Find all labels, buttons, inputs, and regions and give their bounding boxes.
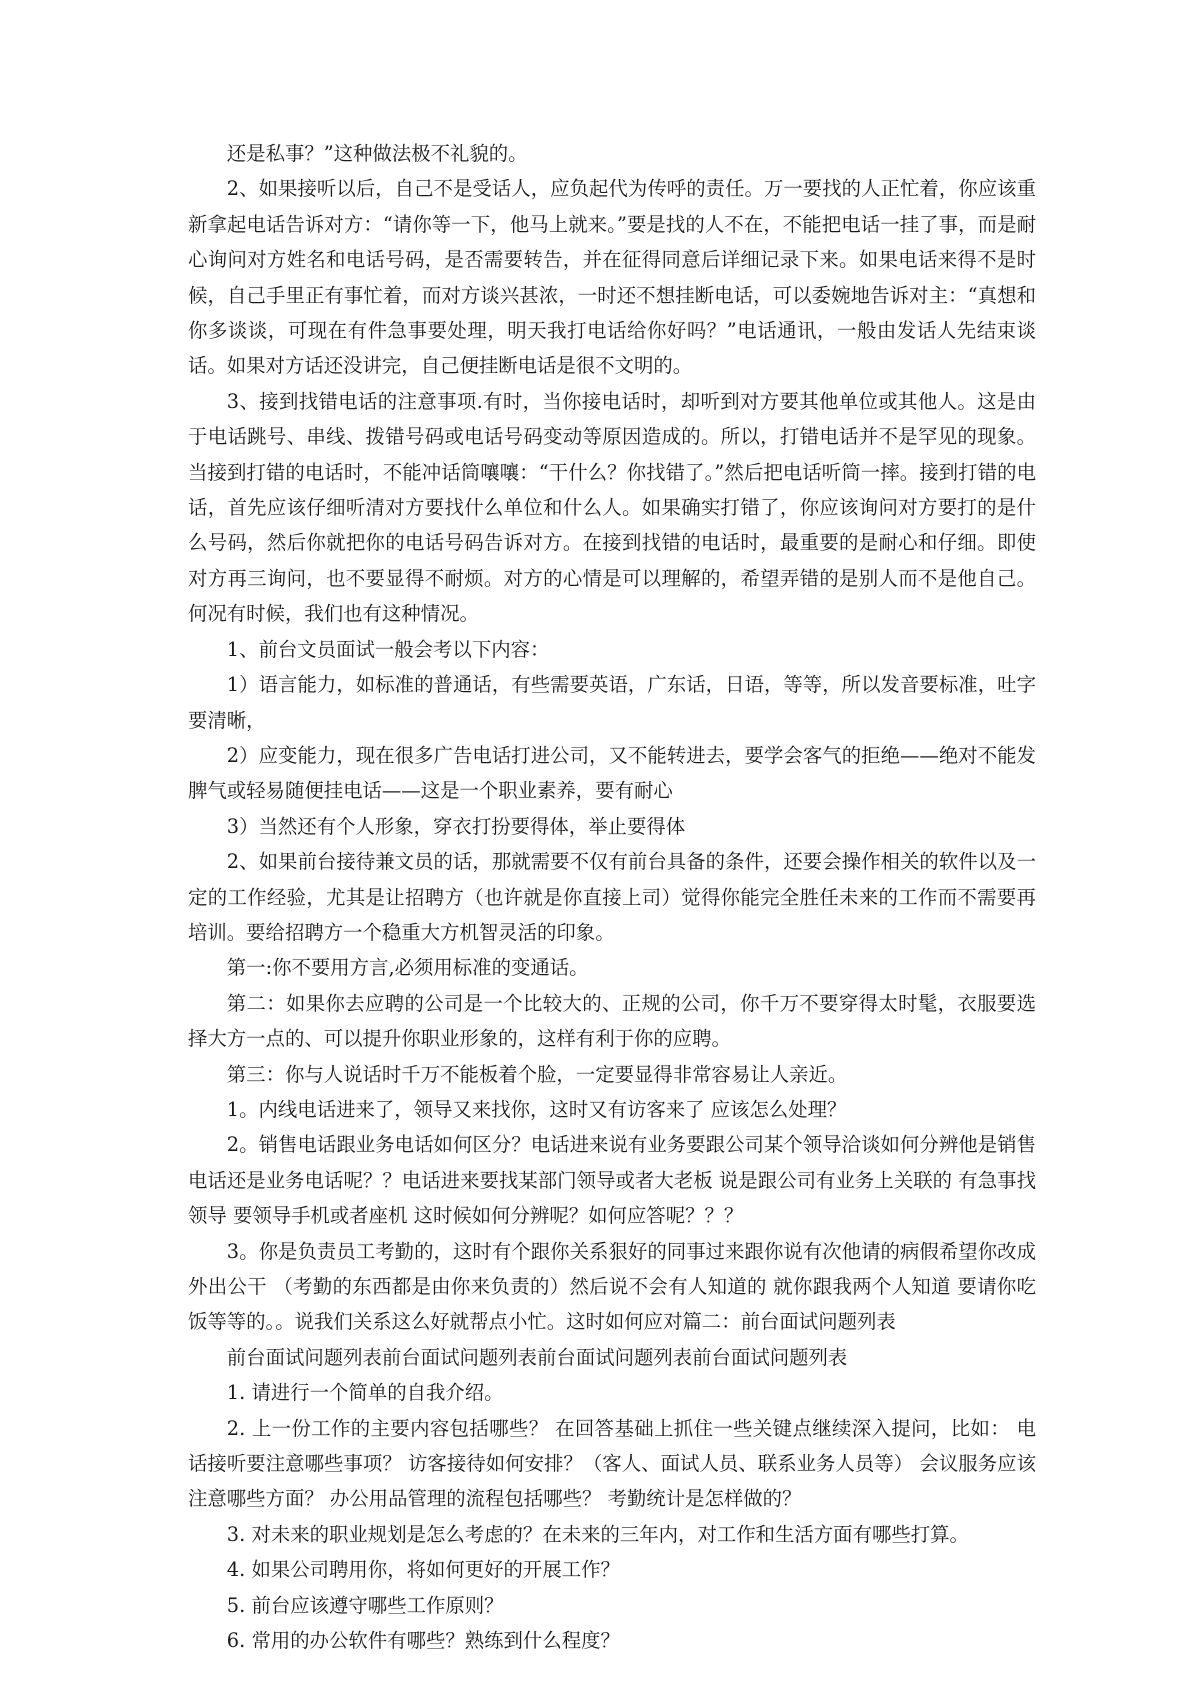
paragraph: 3、接到找错电话的注意事项.有时，当你接电话时，却听到对方要其他单位或其他人。这是由于电话跳号、串线、拨错号码或电话号码变动等原因造成的。所以，打错电话并不是罕见的现象。当接到打错的电话时，不能冲话筒嚷嚷：“干什么？你找错了。”然后把电话听筒一摔。接到打错的电话，首先应该仔细听清对方要找什么单位和什么人。如果确实打错了，你应该询问对方要打的是什么号码，然后你就把你的电话号码告诉对方。在接到找错的电话时，最重要的是耐心和仔细。即使对方再三询问，也不要显得不耐烦。对方的心情是可以理解的，希望弄错的是别人而不是他自己。何况有时候，我们也有这种情况。 [188, 389, 1036, 626]
paragraph: 2、如果前台接待兼文员的话，那就需要不仅有前台具备的条件，还要会操作相关的软件以及一定的工作经验，尤其是让招聘方（也许就是你直接上司）觉得你能完全胜任未来的工作而不需要再培训。要给招聘方一个稳重大方机智灵活的印象。 [188, 850, 1036, 944]
paragraph: 第一:你不要用方言,必须用标准的变通话。 [226, 956, 589, 980]
paragraph: 6. 常用的办公软件有哪些？熟练到什么程度？ [226, 1629, 620, 1653]
document-body [188, 136, 1036, 1658]
paragraph: 前台面试问题列表前台面试问题列表前台面试问题列表前台面试问题列表 [226, 1345, 848, 1369]
paragraph: 1、前台文员面试一般会考以下内容： [226, 637, 550, 661]
paragraph: 1. 请进行一个简单的自我介绍。 [226, 1381, 504, 1405]
paragraph: 3. 对未来的职业规划是怎么考虑的？在未来的三年内，对工作和生活方面有哪些打算。 [226, 1522, 969, 1546]
paragraph: 1）语言能力，如标准的普通话，有些需要英语，广东话，日语，等等，所以发音要标准，吐字要清晰， [188, 673, 1036, 732]
paragraph: 第三：你与人说话时千万不能板着个脸，一定要显得非常容易让人亲近。 [226, 1062, 848, 1086]
paragraph: 3。你是负责员工考勤的，这时有个跟你关系狠好的同事过来跟你说有次他请的病假希望你改成外出公干 （考勤的东西都是由你来负责的）然后说不会有人知道的 就你跟我两个人知道 要请你吃饭等等的。。说我们关系这么好就帮点小忙。这时如何应对篇二：前台面试问题列表 [188, 1239, 1036, 1334]
paragraph: 第二：如果你去应聘的公司是一个比较大的、正规的公司，你千万不要穿得太时髦，衣服要选择大方一点的、可以提升你职业形象的，这样有利于你的应聘。 [188, 991, 1036, 1051]
paragraph: 3）当然还有个人形象，穿衣打扮要得体，举止要得体 [226, 814, 686, 838]
paragraph: 2. 上一份工作的主要内容包括哪些？ 在回答基础上抓住一些关键点继续深入提问，比如： 电话接听要注意哪些事项？ 访客接待如何安排？（客人、面试人员、联系业务人员等） 会议服务应该注意哪些方面？ 办公用品管理的流程包括哪些？ 考勤统计是怎样做的？ [188, 1416, 1036, 1511]
paragraph: 2）应变能力，现在很多广告电话打进公司，又不能转进去，要学会客气的拒绝——绝对不能发脾气或轻易随便挂电话——这是一个职业素养，要有耐心 [188, 743, 1036, 803]
paragraph: 2。销售电话跟业务电话如何区分？电话进来说有业务要跟公司某个领导洽谈如何分辨他是销售电话还是业务电话呢？？电话进来要找某部门领导或者大老板 说是跟公司有业务上关联的 有急事找领导 要领导手机或者座机 这时候如何分辨呢？如何应答呢？？？ [188, 1133, 1036, 1228]
paragraph: 还是私事？”这种做法极不礼貌的。 [226, 142, 528, 165]
paragraph: 4. 如果公司聘用你，将如何更好的开展工作？ [226, 1558, 620, 1582]
paragraph: 2、如果接听以后，自己不是受话人，应负起代为传呼的责任。万一要找的人正忙着，你应该重新拿起电话告诉对方：“请你等一下，他马上就来。”要是找的人不在，不能把电话一挂了事，而是耐心询问对方姓名和电话号码，是否需要转告，并在征得同意后详细记录下来。如果电话来得不是时候，自己手里正有事忙着，而对方谈兴甚浓，一时还不想挂断电话，可以委婉地告诉对主：“真想和你多谈谈，可现在有件急事要处理，明天我打电话给你好吗？”电话通讯，一般由发话人先结束谈话。如果对方话还没讲完，自己便挂断电话是很不文明的。 [188, 177, 1036, 378]
paragraph: 5. 前台应该遵守哪些工作原则？ [226, 1593, 504, 1617]
paragraph: 1。内线电话进来了，领导又来找你，这时又有访客来了 应该怎么处理？ [226, 1097, 847, 1121]
